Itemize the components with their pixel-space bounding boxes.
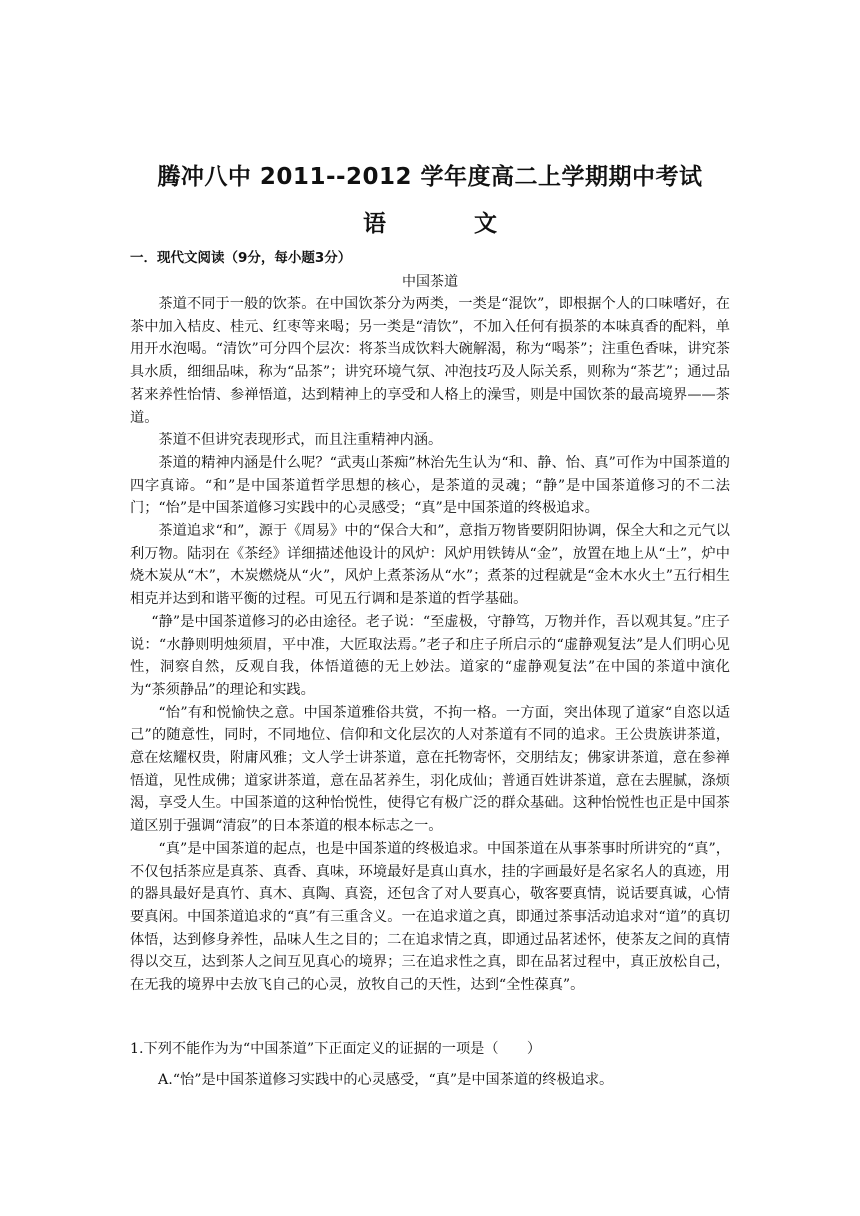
paragraph-3: 茶道的精神内涵是什么呢？“武夷山茶痴”林治先生认为“和、静、怡、真”可作为中国茶道的四字真谛。“和”是中国茶道哲学思想的核心，是茶道的灵魂；“静”是中国茶道修习的不二法门；“怡”是中国茶道修习实践中的心灵感受；“真”是中国茶道的终极追求。 (130, 454, 730, 517)
article-body (130, 293, 730, 997)
paragraph-4: 茶道追求“和”，源于《周易》中的“保合大和”，意指万物皆要阴阳协调，保全大和之元气以利万物。陆羽在《茶经》详细描述他设计的风炉：风炉用铁铸从“金”，放置在地上从“土”，炉中烧木炭从“木”，木炭燃烧从“火”，风炉上煮茶汤从“水”；煮茶的过程就是“金木水火土”五行相生相克并达到和谐平衡的过程。可见五行调和是茶道的哲学基础。 (130, 523, 730, 608)
paragraph-6: “怡”有和悦愉快之意。中国茶道雅俗共赏，不拘一格。一方面，突出体现了道家“自恣以适己”的随意性，同时，不同地位、信仰和文化层次的人对茶道有不同的追求。王公贵族讲茶道，意在炫耀权贵，附庸风雅；文人学士讲茶道，意在托物寄怀，交朋结友；佛家讲茶道，意在参禅悟道，见性成佛；道家讲茶道，意在品茗养生，羽化成仙；普通百姓讲茶道，意在去腥腻，涤烦渴，享受人生。中国茶道的这种怡悦性，使得它有极广泛的群众基础。这种怡悦性也正是中国茶道区别于强调“清寂”的日本茶道的根本标志之一。 (130, 704, 730, 835)
paragraph-2: 茶道不但讲究表现形式，而且注重精神内涵。 (158, 432, 443, 449)
article-title: 中国茶道 (402, 274, 458, 290)
paragraph-7: “真”是中国茶道的起点，也是中国茶道的终极追求。中国茶道在从事茶事时所讲究的“真”，不仅包括茶应是真茶、真香、真味，环境最好是真山真水，挂的字画最好是名家名人的真迹，用的器具最好是真竹、真木、真陶、真瓷，还包含了对人要真心，敬客要真情，说话要真诚，心情要真闲。中国茶道追求的“真”有三重含义。一在追求道之真，即通过茶事活动追求对“道”的真切体悟，达到修身养性，品味人生之目的；二在追求情之真，即通过品茗述怀，使茶友之间的真情得以交互，达到茶人之间互见真心的境界；三在追求性之真，即在品茗过程中，真正放松自己，在无我的境界中去放飞自己的心灵，放牧自己的天性，达到“全性葆真”。 (130, 840, 730, 994)
paragraph-5: “静”是中国茶道修习的必由途径。老子说：“至虚极，守静笃，万物并作，吾以观其复。”庄子说：“水静则明烛须眉，平中准，大匠取法焉。”老子和庄子所启示的“虚静观复法”是人们明心见性，洞察自然，反观自我，体悟道德的无上妙法。道家的“虚静观复法”在中国的茶道中演化为“茶须静品”的理论和实践。 (130, 613, 730, 698)
exam-title: 腾冲八中 2011--2012 学年度高二上学期期中考试 (157, 164, 703, 190)
subject-char-2: 文 (474, 211, 497, 237)
section-heading: 一．现代文阅读（9分，每小题3分） (130, 250, 352, 266)
subject-heading (0, 205, 860, 238)
question-1-stem: 1.下列不能作为为“中国茶道”下正面定义的证据的一项是（ ） (130, 1041, 542, 1057)
paragraph-1: 茶道不同于一般的饮茶。在中国饮茶分为两类，一类是“混饮”，即根据个人的口味嗜好，在茶中加入桔皮、桂元、红枣等来喝；另一类是“清饮”，不加入任何有损茶的本味真香的配料，单用开水泡喝。“清饮”可分四个层次：将茶当成饮料大碗解渴，称为“喝茶”；注重色香味，讲究茶具水质，细细品味，称为“品茶”；讲究环境气氛、冲泡技巧及人际关系，则称为“茶艺”；通过品茗来养性怡情、参禅悟道，达到精神上的享受和人格上的澡雪，则是中国饮茶的最高境界——茶道。 (130, 296, 730, 426)
subject-char-1: 语 (363, 211, 386, 237)
question-1-option-a: A.“怡”是中国茶道修习实践中的心灵感受，“真”是中国茶道的终极追求。 (158, 1072, 614, 1088)
